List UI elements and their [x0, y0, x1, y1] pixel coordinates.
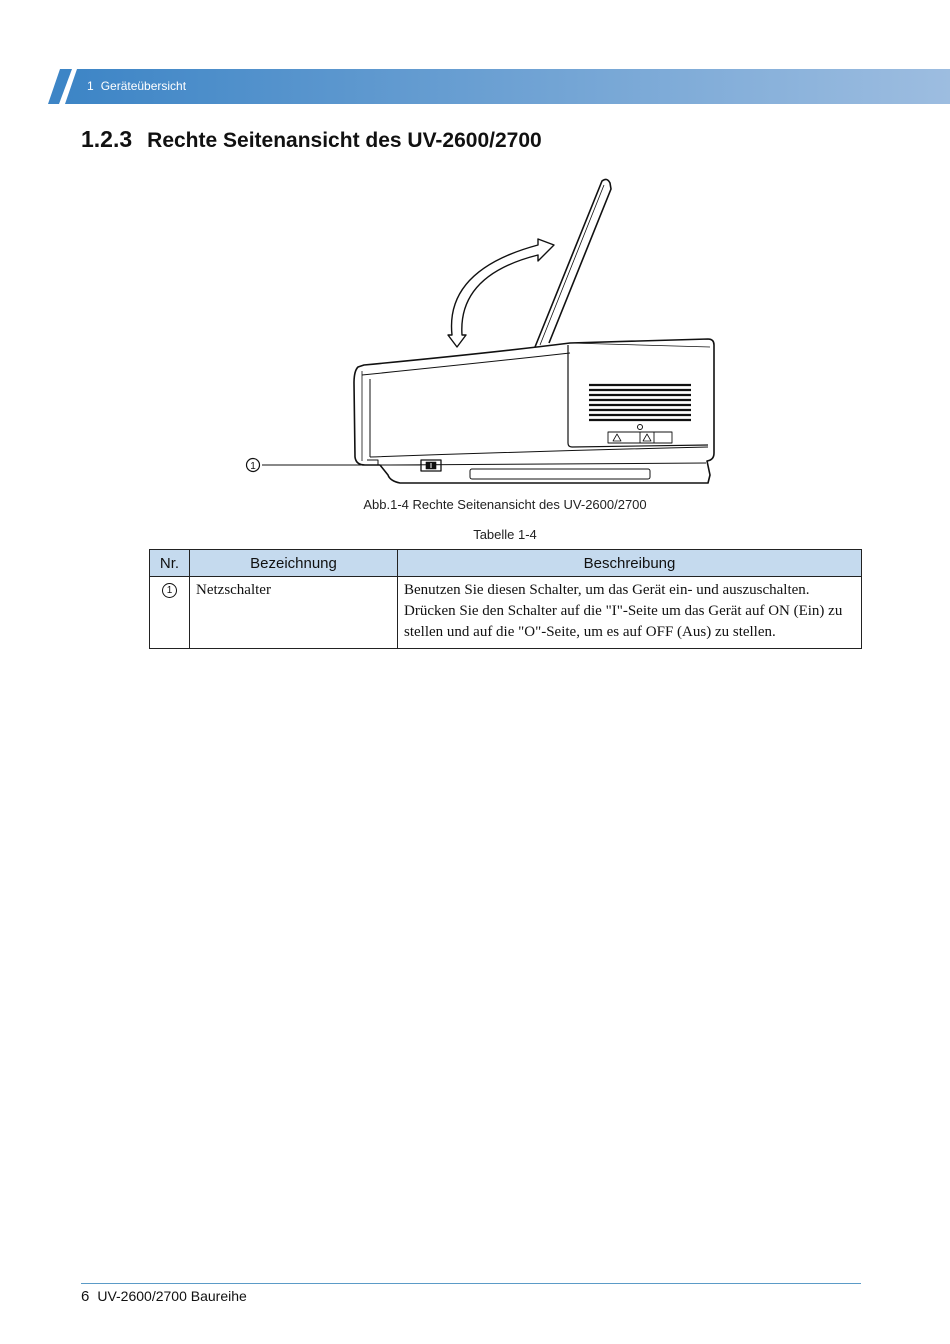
component-table [149, 549, 862, 649]
table-header-row [150, 550, 862, 577]
table-row [150, 577, 862, 649]
figure-caption: Abb.1-4 Rechte Seitenansicht des UV-2600/2700 [363, 497, 647, 512]
power-switch-icon [421, 460, 441, 471]
lid-open-arrow-icon [448, 239, 554, 347]
row-number: 1 [162, 583, 177, 598]
table-caption: Tabelle 1-4 [473, 527, 537, 542]
series-name: UV-2600/2700 Baureihe [97, 1288, 247, 1304]
section-number: 1.2.3 [81, 126, 133, 152]
row-number-cell [150, 577, 190, 649]
section-heading [81, 126, 542, 153]
column-header-name: Bezeichnung [190, 550, 398, 577]
page-number: 6 [81, 1288, 90, 1305]
instrument-side-view-figure [240, 175, 740, 500]
column-header-nr: Nr. [150, 550, 190, 577]
row-name: Netzschalter [190, 577, 398, 649]
callout-number: 1 [250, 461, 256, 472]
row-description: Benutzen Sie diesen Schalter, um das Gerät ein- und auszuschalten. Drücken Sie den Schalter auf die "I"-Seite um das Gerät auf ON (Ein) zu stellen und auf die "O"-Seite, um es auf OFF (Aus) zu stellen. [398, 577, 862, 649]
footer-divider [81, 1283, 861, 1284]
page-footer [81, 1288, 247, 1305]
column-header-description: Beschreibung [398, 550, 862, 577]
chapter-title: Geräteübersicht [100, 79, 187, 93]
chapter-number: 1 [87, 79, 94, 93]
section-title: Rechte Seitenansicht des UV-2600/2700 [147, 129, 542, 152]
chapter-header [87, 79, 186, 93]
